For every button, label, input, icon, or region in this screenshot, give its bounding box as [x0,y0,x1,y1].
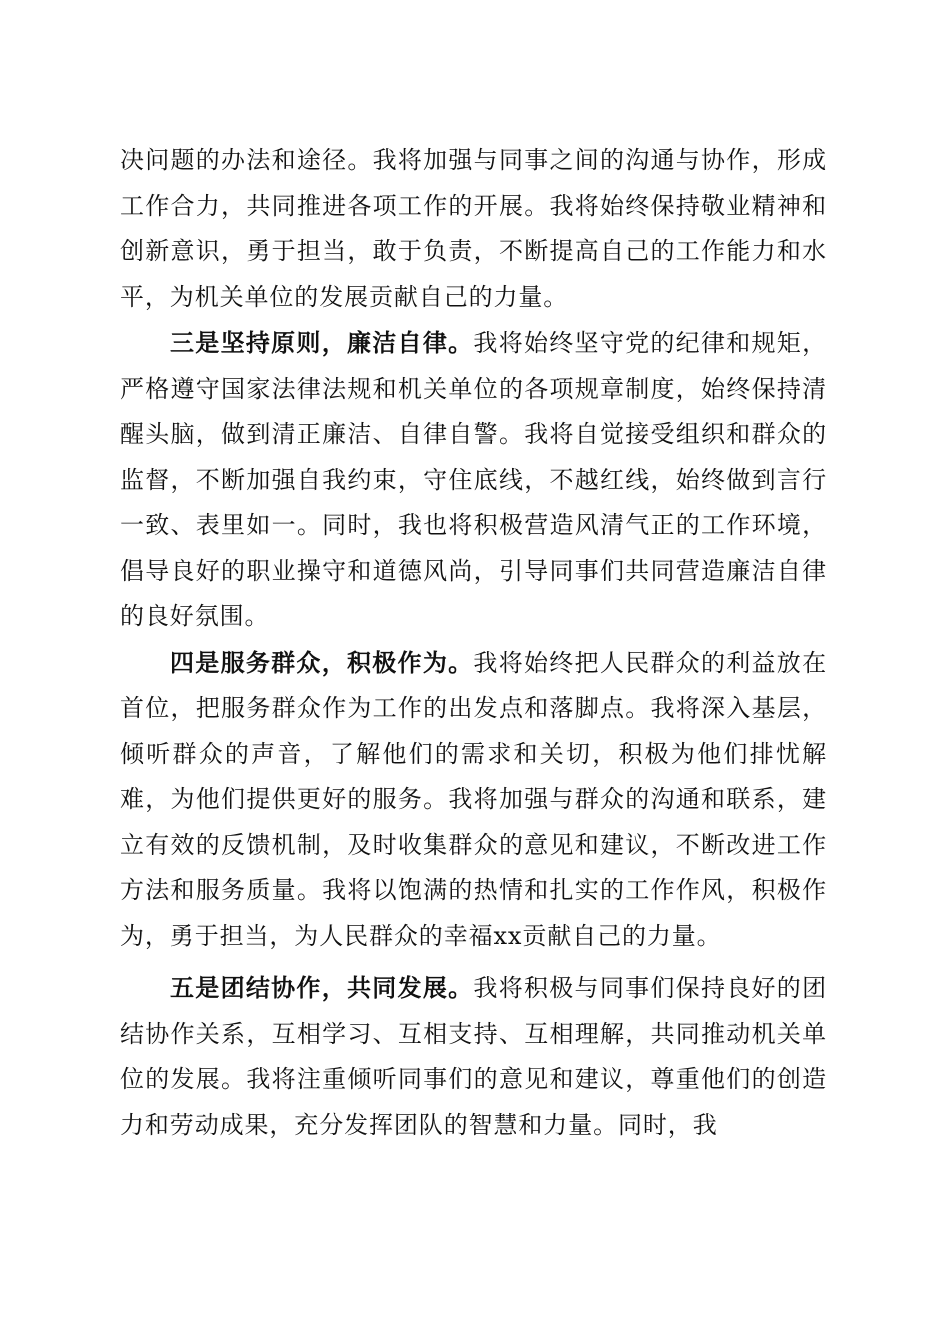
paragraph-integrity [120,320,827,640]
paragraph-continuation [120,138,827,320]
paragraph-text: 我将始终坚守党的纪律和规矩，严格遵守国家法律法规和机关单位的各项规章制度，始终保持清醒头脑，做到清正廉洁、自律自警。我将自觉接受组织和群众的监督，不断加强自我约束，守住底线，不越红线，始终做到言行一致、表里如一。同时，我也将积极营造风清气正的工作环境，倡导良好的职业操守和道德风尚，引导同事们共同营造廉洁自律的良好氛围。 [120,329,827,630]
document-body [120,138,827,1148]
paragraph-heading: 三是坚持原则，廉洁自律。 [170,328,474,357]
paragraph-text: 我将积极与同事们保持良好的团结协作关系，互相学习、互相支持、互相理解，共同推动机关单位的发展。我将注重倾听同事们的意见和建议，尊重他们的创造力和劳动成果，充分发挥团队的智慧和力量。同时，我 [120,974,827,1139]
paragraph-text: 我将始终把人民群众的利益放在首位，把服务群众作为工作的出发点和落脚点。我将深入基层，倾听群众的声音，了解他们的需求和关切，积极为他们排忧解难，为他们提供更好的服务。我将加强与群众的沟通和联系，建立有效的反馈机制，及时收集群众的意见和建议，不断改进工作方法和服务质量。我将以饱满的热情和扎实的工作作风，积极作为，勇于担当，为人民群众的幸福xx贡献自己的力量。 [120,648,827,950]
paragraph-serve-public [120,640,827,960]
paragraph-teamwork [120,965,827,1148]
paragraph-heading: 五是团结协作，共同发展。 [170,973,474,1002]
paragraph-text: 决问题的办法和途径。我将加强与同事之间的沟通与协作，形成工作合力，共同推进各项工作的开展。我将始终保持敬业精神和创新意识，勇于担当，敢于负责，不断提高自己的工作能力和水平，为机关单位的发展贡献自己的力量。 [120,146,827,311]
paragraph-heading: 四是服务群众，积极作为。 [170,647,474,677]
